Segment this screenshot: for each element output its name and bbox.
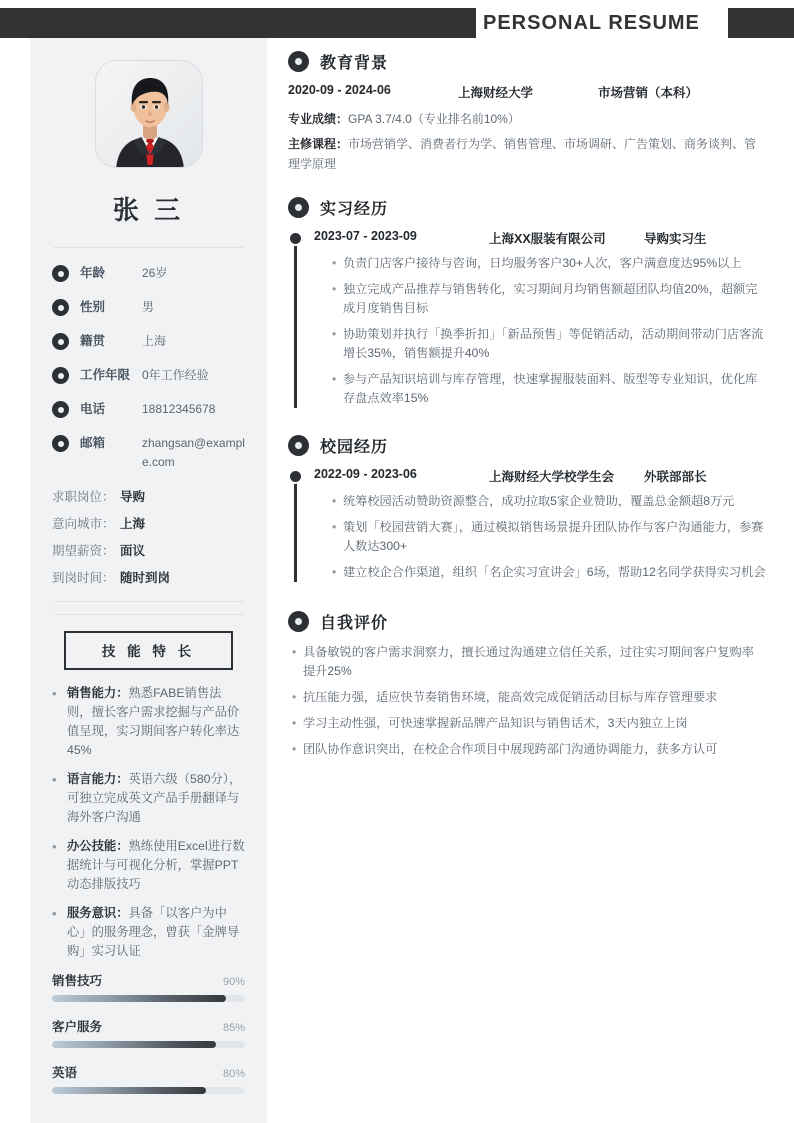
- timeline: [288, 229, 766, 408]
- pref-label: 意向城市：: [52, 517, 115, 531]
- pref-label: 到岗时间：: [52, 571, 115, 585]
- info-label: 年龄: [80, 266, 106, 280]
- bullet-text: 具备敏锐的客户需求洞察力，擅长通过沟通建立信任关系，过往实习期间客户复购率提升25%: [303, 645, 754, 678]
- info-value: zhangsan@example.com: [142, 436, 245, 469]
- bullet-icon: •: [332, 282, 337, 296]
- bullet-text: 学习主动性强，可快速掌握新品牌产品知识与销售话术，3天内独立上岗: [303, 716, 688, 730]
- education-date: 2020-09 - 2024-06: [288, 83, 391, 97]
- list-item: [292, 714, 766, 733]
- internship-role: 导购实习生: [644, 232, 707, 246]
- bullet-text: 策划「校园营销大赛」，通过模拟销售场景提升团队协作与客户沟通能力，参赛人数达300+: [343, 520, 764, 553]
- list-item: [292, 688, 766, 707]
- skill-bar-label: 英语: [52, 1066, 78, 1080]
- info-row-email: [52, 434, 245, 472]
- sidebar: [30, 38, 267, 1123]
- divider: [54, 601, 243, 602]
- list-item: [52, 770, 245, 827]
- pref-value: 面议: [120, 544, 146, 558]
- education-entry-header: [288, 83, 766, 101]
- job-preference-list: [52, 488, 245, 587]
- info-label: 籍贯: [80, 334, 106, 348]
- section-title: 自我评价: [320, 615, 389, 632]
- skill-bar-percent: 80%: [222, 1068, 245, 1080]
- skill-bar-label: 客户服务: [52, 1020, 103, 1034]
- avatar-wrapper: [52, 60, 245, 168]
- skill-bars: [52, 971, 245, 1094]
- education-courses-label: 主修课程：: [288, 137, 349, 151]
- info-label: 性别: [80, 300, 106, 314]
- skill-bar-row: [52, 1063, 245, 1094]
- section-internship: [288, 196, 766, 408]
- info-row-experience: [52, 366, 245, 385]
- skill-name: 办公技能：: [67, 839, 129, 853]
- list-item: [52, 684, 245, 760]
- info-row-hometown: [52, 332, 245, 351]
- campus-org: 上海财经大学校学生会: [489, 470, 615, 484]
- email-icon: [52, 435, 69, 452]
- bullet-icon: •: [292, 690, 297, 704]
- bullet-icon: •: [52, 839, 57, 854]
- bullet-icon: •: [292, 645, 297, 659]
- section-self-evaluation: [288, 610, 766, 759]
- info-value: 18812345678: [142, 402, 216, 416]
- bullet-icon: •: [52, 686, 57, 701]
- bullet-icon: •: [332, 372, 337, 386]
- bullet-icon: •: [292, 716, 297, 730]
- age-icon: [52, 265, 69, 282]
- education-courses: [288, 134, 766, 174]
- pref-value: 上海: [120, 517, 146, 531]
- list-item: [332, 280, 766, 318]
- skill-name: 语言能力：: [67, 772, 129, 786]
- skill-bar-fill: [52, 995, 226, 1002]
- info-label: 邮箱: [80, 436, 106, 450]
- pref-row-availability: [52, 569, 245, 587]
- pref-value: 导购: [120, 490, 146, 504]
- info-row-age: [52, 264, 245, 283]
- divider: [54, 247, 243, 248]
- page-title: PERSONAL RESUME: [483, 12, 700, 34]
- experience-icon: [52, 367, 69, 384]
- info-value: 26岁: [142, 266, 168, 280]
- bullet-icon: •: [52, 772, 57, 787]
- list-item: [332, 254, 766, 273]
- bullet-icon: •: [332, 565, 337, 579]
- list-item: [332, 563, 766, 582]
- internship-bullets: [314, 254, 766, 408]
- avatar: [95, 60, 203, 168]
- campus-role: 外联部部长: [644, 470, 707, 484]
- skills-list: [52, 684, 245, 961]
- section-title: 教育背景: [320, 55, 389, 72]
- education-section-icon: [288, 51, 309, 72]
- list-item: [52, 837, 245, 894]
- evaluation-section-icon: [288, 611, 309, 632]
- pref-row-position: [52, 488, 245, 506]
- skills-section-title: [64, 631, 233, 670]
- skill-bar-fill: [52, 1041, 216, 1048]
- internship-section-icon: [288, 197, 309, 218]
- personal-info-list: [52, 264, 245, 472]
- bullet-icon: •: [292, 742, 297, 756]
- hometown-icon: [52, 333, 69, 350]
- campus-section-icon: [288, 435, 309, 456]
- bullet-icon: •: [332, 256, 337, 270]
- bullet-text: 建立校企合作渠道，组织「名企实习宣讲会」6场，帮助12名同学获得实习机会: [343, 565, 766, 579]
- pref-label: 期望薪资：: [52, 544, 115, 558]
- info-value: 男: [142, 300, 155, 314]
- pref-value: 随时到岗: [120, 571, 171, 585]
- phone-icon: [52, 401, 69, 418]
- timeline-dot-icon: [288, 469, 303, 484]
- list-item: [332, 492, 766, 511]
- pref-row-city: [52, 515, 245, 533]
- list-item: [292, 740, 766, 759]
- campus-entry-header: [314, 467, 766, 485]
- pref-row-salary: [52, 542, 245, 560]
- bullet-text: 负责门店客户接待与咨询，日均服务客户30+人次，客户满意度达95%以上: [343, 256, 742, 270]
- section-title: 实习经历: [320, 201, 389, 218]
- education-courses-value: 市场营销学、消费者行为学、销售管理、市场调研、广告策划、商务谈判、管理学原理: [288, 137, 757, 171]
- section-education: [288, 50, 766, 174]
- skill-bar-track: [52, 995, 245, 1002]
- skill-name: 销售能力：: [67, 686, 129, 700]
- bullet-icon: •: [52, 906, 57, 921]
- list-item: [52, 904, 245, 961]
- skill-desc: 英语六级（580分），可独立完成英文产品手册翻译与海外客户沟通: [67, 772, 242, 824]
- bullet-text: 抗压能力强，适应快节奏销售环境，能高效完成促销活动目标与库存管理要求: [303, 690, 718, 704]
- portrait-illustration-icon: [96, 61, 203, 168]
- skill-desc: 具备「以客户为中心」的服务理念，曾获「金牌导购」实习认证: [67, 906, 240, 958]
- main-content: [288, 50, 766, 769]
- bullet-text: 独立完成产品推荐与销售转化，实习期间月均销售额超团队均值20%，超额完成月度销售目标: [343, 282, 758, 315]
- education-major: 市场营销（本科）: [598, 86, 699, 100]
- bullet-icon: •: [332, 520, 337, 534]
- header-bar-left: [0, 8, 476, 38]
- skill-bar-fill: [52, 1087, 206, 1094]
- skill-bar-percent: 85%: [222, 1022, 245, 1034]
- page-header: [0, 8, 794, 38]
- skill-desc: 熟悉FABE销售法则，擅长客户需求挖掘与产品价值呈现，实习期间客户转化率达45%: [67, 686, 240, 757]
- divider: [54, 614, 243, 615]
- internship-entry-header: [314, 229, 766, 247]
- skill-name: 服务意识：: [67, 906, 129, 920]
- header-bar-right: [728, 8, 794, 38]
- pref-label: 求职岗位：: [52, 490, 115, 504]
- internship-company: 上海XX服装有限公司: [489, 232, 606, 246]
- skill-bar-track: [52, 1087, 245, 1094]
- skill-bar-label: 销售技巧: [52, 974, 103, 988]
- section-title: 校园经历: [320, 439, 389, 456]
- info-label: 电话: [80, 402, 106, 416]
- campus-bullets: [314, 492, 766, 582]
- timeline-dot-icon: [288, 231, 303, 246]
- skill-desc: 熟练使用Excel进行数据统计与可视化分析，掌握PPT动态排版技巧: [67, 839, 245, 891]
- list-item: [292, 643, 766, 681]
- bullet-text: 协助策划并执行「换季折扣」「新品预售」等促销活动，活动期间带动门店客流增长35%，销售额提升40%: [343, 327, 764, 360]
- list-item: [332, 325, 766, 363]
- section-campus: [288, 434, 766, 582]
- bullet-text: 团队协作意识突出，在校企合作项目中展现跨部门沟通协调能力，获多方认可: [303, 742, 718, 756]
- bullet-text: 参与产品知识培训与库存管理，快速掌握服装面料、版型等专业知识，优化库存盘点效率15%: [343, 372, 758, 405]
- education-school: 上海财经大学: [458, 86, 534, 100]
- campus-date: 2022-09 - 2023-06: [314, 467, 417, 481]
- skill-bar-percent: 90%: [222, 976, 245, 988]
- info-label: 工作年限: [80, 368, 131, 382]
- list-item: [332, 370, 766, 408]
- timeline: [288, 467, 766, 582]
- education-gpa: [288, 109, 766, 129]
- candidate-name: 张 三: [112, 195, 185, 225]
- info-row-phone: [52, 400, 245, 419]
- list-item: [332, 518, 766, 556]
- gender-icon: [52, 299, 69, 316]
- info-value: 0年工作经验: [142, 368, 209, 382]
- internship-date: 2023-07 - 2023-09: [314, 229, 417, 243]
- evaluation-bullets: [288, 643, 766, 759]
- skill-bar-track: [52, 1041, 245, 1048]
- info-row-gender: [52, 298, 245, 317]
- bullet-text: 统筹校园活动赞助资源整合，成功拉取5家企业赞助，覆盖总金额超8万元: [343, 494, 735, 508]
- info-value: 上海: [142, 334, 167, 348]
- skills-title-label: 技 能 特 长: [101, 644, 196, 659]
- bullet-icon: •: [332, 327, 337, 341]
- education-gpa-value: GPA 3.7/4.0（专业排名前10%）: [348, 112, 520, 126]
- skill-bar-row: [52, 971, 245, 1002]
- skill-bar-row: [52, 1017, 245, 1048]
- education-gpa-label: 专业成绩：: [288, 112, 349, 126]
- bullet-icon: •: [332, 494, 337, 508]
